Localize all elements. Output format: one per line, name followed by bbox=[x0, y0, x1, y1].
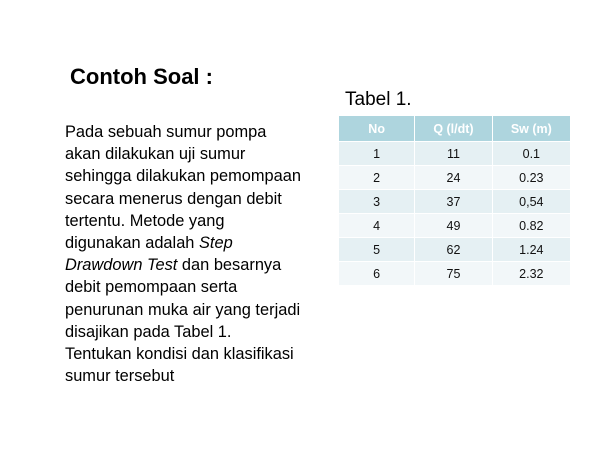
text-segment: digunakan adalah bbox=[65, 234, 199, 253]
method-name-part: Step bbox=[198, 234, 233, 253]
text-line: Tentukan kondisi dan klasifikasi bbox=[65, 345, 294, 364]
table-row bbox=[339, 214, 570, 238]
column-header-q: Q (l/dt) bbox=[415, 116, 492, 142]
cell-sw: 0.82 bbox=[492, 214, 570, 238]
cell-no: 4 bbox=[339, 214, 415, 238]
cell-no: 2 bbox=[339, 166, 415, 190]
cell-sw: 0.1 bbox=[492, 142, 570, 166]
slide-title: Contoh Soal : bbox=[70, 64, 213, 89]
cell-q: 62 bbox=[415, 238, 492, 262]
table-row bbox=[339, 262, 570, 286]
text-line: Pada sebuah sumur pompa bbox=[65, 123, 267, 141]
table-row bbox=[339, 190, 570, 214]
text-line: sumur tersebut bbox=[65, 367, 175, 386]
table-body bbox=[339, 142, 570, 286]
column-header-no: No bbox=[339, 116, 415, 142]
text-line: secara menerus dengan debit bbox=[65, 189, 282, 208]
cell-no: 1 bbox=[339, 142, 415, 166]
header-row bbox=[339, 116, 570, 142]
table-header bbox=[339, 116, 570, 142]
cell-sw: 0.23 bbox=[492, 166, 570, 190]
text-line: tertentu. Metode yang bbox=[65, 211, 225, 230]
table-row bbox=[339, 142, 570, 166]
problem-statement bbox=[65, 121, 340, 387]
table-row bbox=[339, 238, 570, 262]
text-line: debit pemompaan serta bbox=[65, 278, 238, 297]
text-line: sehingga dilakukan pemompaan bbox=[65, 167, 302, 186]
cell-no: 6 bbox=[339, 262, 415, 286]
cell-q: 24 bbox=[415, 166, 492, 190]
text-segment: dan besarnya bbox=[177, 256, 282, 275]
data-table bbox=[339, 116, 570, 285]
cell-q: 49 bbox=[415, 214, 492, 238]
cell-no: 5 bbox=[339, 238, 415, 262]
table-row bbox=[339, 166, 570, 190]
cell-sw: 0,54 bbox=[492, 190, 570, 214]
text-line bbox=[65, 232, 340, 254]
cell-sw: 2.32 bbox=[492, 262, 570, 286]
cell-no: 3 bbox=[339, 190, 415, 214]
text-line: penurunan muka air yang terjadi bbox=[65, 300, 301, 319]
text-line bbox=[65, 254, 340, 276]
text-line: disajikan pada Tabel 1. bbox=[65, 322, 232, 341]
method-name-part: Drawdown Test bbox=[65, 256, 178, 275]
cell-sw: 1.24 bbox=[492, 238, 570, 262]
text-line: akan dilakukan uji sumur bbox=[65, 145, 246, 164]
cell-q: 75 bbox=[415, 262, 492, 286]
column-header-sw: Sw (m) bbox=[492, 116, 570, 142]
cell-q: 11 bbox=[415, 142, 492, 166]
table-caption: Tabel 1. bbox=[345, 89, 412, 110]
cell-q: 37 bbox=[415, 190, 492, 214]
